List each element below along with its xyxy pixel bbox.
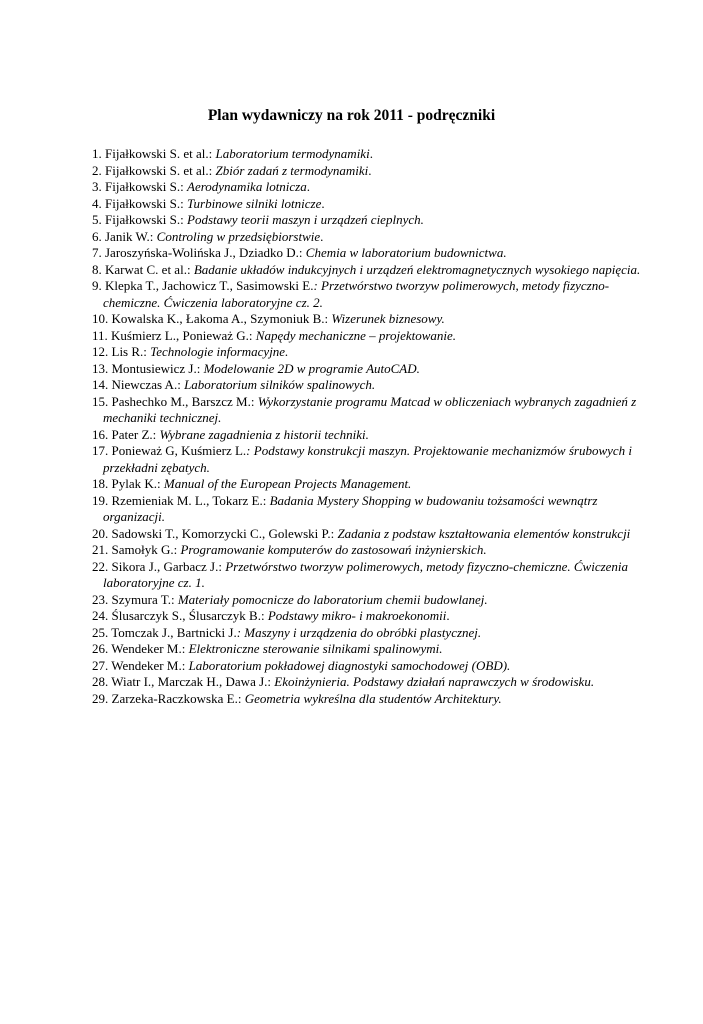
- publication-list: [92, 146, 652, 707]
- list-item: [92, 493, 652, 526]
- item-authors: 20. Sadowski T., Komorzycki C., Golewski P.:: [92, 525, 338, 541]
- list-item: [92, 641, 652, 658]
- item-title: Chemia w laboratorium budownictwa.: [305, 245, 507, 260]
- item-title: Materiały pomocnicze do laboratorium chemii budowlanej.: [177, 591, 488, 607]
- item-authors: 26. Wendeker M.:: [92, 641, 189, 656]
- list-item: [92, 344, 652, 361]
- item-title: : Maszyny i urządzenia do obróbki plastycznej.: [236, 624, 482, 640]
- item-authors: 22. Sikora J., Garbacz J.:: [92, 558, 226, 574]
- list-item: [92, 196, 652, 213]
- list-item: [92, 625, 652, 642]
- item-title: Aerodynamika lotnicza: [187, 179, 307, 194]
- list-item: [92, 592, 652, 609]
- item-title: : Przetwórstwo tworzyw polimerowych, metody fizyczno-chemiczne. Ćwiczenia laboratoryjne cz. 2.: [103, 278, 610, 310]
- item-end: .: [369, 146, 373, 161]
- item-title: Manual of the European Projects Management.: [163, 476, 412, 491]
- item-authors: 28. Wiatr I., Marczak H., Dawa J.:: [92, 674, 275, 689]
- item-title: Ekoinżynieria. Podstawy działań naprawczych w środowisku.: [274, 674, 595, 689]
- list-item: [92, 278, 652, 311]
- item-title: Modelowanie 2D w programie AutoCAD.: [203, 360, 420, 376]
- list-item: [92, 328, 652, 345]
- item-title: Przetwórstwo tworzyw polimerowych, metody fizyczno-chemiczne. Ćwiczenia laboratoryjne cz. 1.: [103, 558, 629, 590]
- item-title: Wybrane zagadnienia z historii techniki.: [159, 426, 369, 442]
- item-end: .: [321, 195, 325, 211]
- list-item: [92, 146, 652, 163]
- item-authors: 5. Fijałkowski S.:: [92, 212, 187, 227]
- item-authors: 9. Klepka T., Jachowicz T., Sasimowski E.: [92, 278, 314, 293]
- item-title: Laboratorium termodynamiki: [215, 146, 370, 161]
- list-item: [92, 245, 652, 262]
- list-item: [92, 443, 652, 476]
- item-end: .: [446, 608, 450, 623]
- item-authors: 24. Ślusarczyk S., Ślusarczyk B.:: [92, 608, 268, 623]
- list-item: [92, 427, 652, 444]
- list-item: [92, 608, 652, 625]
- list-item: [92, 658, 652, 675]
- item-title: Zadania z podstaw kształtowania elementów konstrukcji: [337, 525, 631, 541]
- list-item: [92, 262, 652, 279]
- item-authors: 4. Fijałkowski S.:: [92, 195, 187, 211]
- item-authors: 8. Karwat C. et al.:: [92, 261, 194, 277]
- item-title: Elektroniczne sterowanie silnikami spalinowymi.: [188, 641, 443, 656]
- list-item: [92, 163, 652, 180]
- list-item: [92, 229, 652, 246]
- item-title: Controling w przedsiębiorstwie: [156, 228, 321, 244]
- item-title: Napędy mechaniczne – projektowanie.: [255, 327, 457, 343]
- list-item: [92, 542, 652, 559]
- item-authors: 27. Wendeker M.:: [92, 657, 189, 673]
- item-authors: 12. Lis R.:: [92, 344, 151, 359]
- item-authors: 3. Fijałkowski S.:: [92, 179, 187, 194]
- list-item: [92, 361, 652, 378]
- item-title: Podstawy mikro- i makroekonomii: [267, 608, 447, 623]
- item-authors: 29. Zarzeka-Raczkowska E.:: [92, 690, 245, 706]
- list-item: [92, 559, 652, 592]
- list-item: [92, 691, 652, 708]
- item-title: Badania Mystery Shopping w budowaniu tożsamości wewnątrz organizacji.: [103, 492, 598, 524]
- item-title: Geometria wykreślna dla studentów Architektury.: [244, 690, 502, 706]
- item-authors: 10. Kowalska K., Łakoma A., Szymoniuk B.:: [92, 311, 332, 326]
- list-item: [92, 377, 652, 394]
- page-title: Plan wydawniczy na rok 2011 - podręczniki: [207, 107, 496, 124]
- item-title: Technologie informacyjne.: [150, 344, 289, 359]
- item-title: Badanie układów indukcyjnych i urządzeń elektromagnetycznych wysokiego napięcia.: [193, 261, 641, 277]
- list-item: [92, 526, 652, 543]
- item-title: Wykorzystanie programu Matcad w obliczeniach wybranych zagadnień z mechaniki technicznej.: [103, 393, 637, 425]
- item-title: Podstawy teorii maszyn i urządzeń cieplnych.: [187, 212, 424, 227]
- item-authors: 19. Rzemieniak M. L., Tokarz E.:: [92, 492, 270, 508]
- item-authors: 15. Pashechko M., Barszcz M.:: [92, 393, 258, 409]
- item-authors: 11. Kuśmierz L., Ponieważ G.:: [92, 327, 256, 343]
- item-title: Laboratorium silników spalinowych.: [184, 377, 376, 392]
- item-authors: 25. Tomczak J., Bartnicki J.: [92, 624, 237, 640]
- item-authors: 7. Jaroszyńska-Wolińska J., Dziadko D.:: [92, 245, 306, 260]
- item-authors: 6. Janik W.:: [92, 228, 157, 244]
- item-title: Turbinowe silniki lotnicze: [187, 195, 322, 211]
- item-authors: 23. Szymura T.:: [92, 591, 178, 607]
- item-authors: 21. Samołyk G.:: [92, 542, 181, 557]
- list-item: [92, 179, 652, 196]
- item-title: Laboratorium pokładowej diagnostyki samochodowej (OBD).: [188, 657, 511, 673]
- list-item: [92, 311, 652, 328]
- item-title: Zbiór zadań z termodynamiki: [215, 162, 369, 178]
- list-item: [92, 476, 652, 493]
- item-authors: 16. Pater Z.:: [92, 426, 160, 442]
- item-end: .: [368, 162, 372, 178]
- item-authors: 2. Fijałkowski S. et al.:: [92, 162, 216, 178]
- list-item: [92, 394, 652, 427]
- item-authors: 18. Pylak K.:: [92, 476, 164, 491]
- item-authors: 14. Niewczas A.:: [92, 377, 185, 392]
- item-authors: 13. Montusiewicz J.:: [92, 360, 204, 376]
- item-title: : Podstawy konstrukcji maszyn. Projektowanie mechanizmów śrubowych i przekładni zębatych.: [103, 443, 633, 475]
- list-item: [92, 674, 652, 691]
- item-authors: 17. Ponieważ G, Kuśmierz L.: [92, 443, 247, 458]
- list-item: [92, 212, 652, 229]
- item-title: Wizerunek biznesowy.: [331, 311, 445, 326]
- item-authors: 1. Fijałkowski S. et al.:: [92, 146, 216, 161]
- item-title: Programowanie komputerów do zastosowań inżynierskich.: [180, 542, 487, 557]
- item-end: .: [306, 179, 310, 194]
- item-end: .: [320, 228, 324, 244]
